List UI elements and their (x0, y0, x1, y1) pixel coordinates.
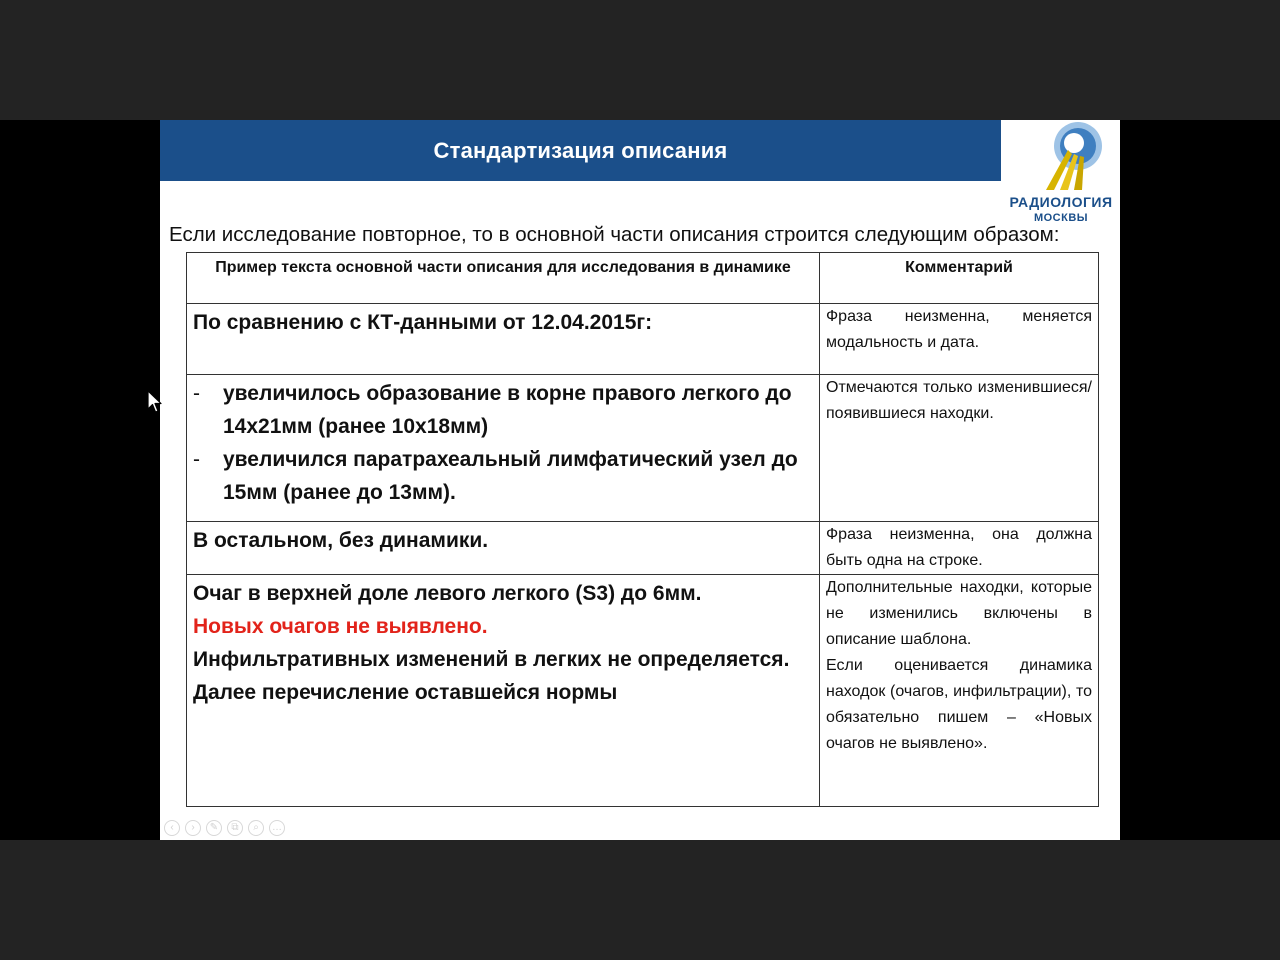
bullet-dash: - (193, 382, 200, 405)
row-main-bullets (187, 375, 820, 522)
bullet-text: увеличился паратрахеальный лимфатический узел до 15мм (ранее до 13мм). (223, 448, 798, 504)
previous-slide-icon[interactable]: ‹ (164, 820, 180, 836)
no-new-findings-line: Новых очагов не выявлено. (193, 615, 488, 638)
table-row (187, 575, 1099, 807)
intro-text: Если исследование повторное, то в основной части описания строится следующим образом: (169, 223, 1060, 246)
row-main-text: В остальном, без динамики. (187, 522, 820, 575)
row-comment: Отмечаются только изменившиеся/появившиеся находки. (820, 375, 1099, 522)
list-item (193, 377, 813, 443)
logo-emblem-icon (1016, 120, 1106, 192)
row-main-text: По сравнению с КТ-данными от 12.04.2015г: (187, 304, 820, 375)
pen-icon[interactable]: ✎ (206, 820, 222, 836)
copy-icon[interactable]: ⧉ (227, 820, 243, 836)
slideshow-toolbar (164, 820, 285, 836)
row-comment: Фраза неизменна, меняется модальность и дата. (820, 304, 1099, 375)
radiology-logo (1002, 120, 1120, 230)
logo-subtitle: МОСКВЫ (1033, 212, 1089, 224)
right-letterbox (1120, 120, 1280, 840)
zoom-icon[interactable]: ⌕ (248, 820, 264, 836)
more-options-icon[interactable]: … (269, 820, 285, 836)
row-main-lines (187, 575, 820, 807)
top-letterbox-bar (0, 0, 1280, 120)
row-comment (820, 575, 1099, 807)
table-row (187, 522, 1099, 575)
table-header-row (187, 253, 1099, 304)
mouse-cursor-icon (147, 390, 163, 414)
finding-line: Далее перечисление оставшейся нормы (193, 681, 618, 704)
slide-header (160, 120, 1001, 181)
bullet-text: увеличилось образование в корне правого легкого до 14х21мм (ранее 10х18мм) (223, 382, 792, 438)
slide-title: Стандартизация описания (433, 137, 728, 163)
comment-paragraph: Если оценивается динамика находок (очагов, инфильтрации), то обязательно пишем – «Новых очагов не выявлено». (826, 657, 1092, 752)
description-table (186, 252, 1099, 807)
left-letterbox (0, 120, 160, 840)
row-comment: Фраза неизменна, она должна быть одна на строке. (820, 522, 1099, 575)
table-row (187, 375, 1099, 522)
bullet-dash: - (193, 448, 200, 471)
table-row (187, 304, 1099, 375)
column-header-example: Пример текста основной части описания для исследования в динамике (187, 253, 820, 304)
logo-name: РАДИОЛОГИЯ (1009, 194, 1113, 210)
finding-line: Инфильтративных изменений в легких не определяется. (193, 648, 790, 671)
comment-paragraph: Дополнительные находки, которые не изменились включены в описание шаблона. (826, 579, 1092, 648)
next-slide-icon[interactable]: › (185, 820, 201, 836)
bottom-letterbox-bar (0, 840, 1280, 960)
presentation-slide (160, 120, 1120, 840)
finding-line: Очаг в верхней доле левого легкого (S3) до 6мм. (193, 582, 702, 605)
column-header-comment: Комментарий (820, 253, 1099, 304)
list-item (193, 443, 813, 509)
